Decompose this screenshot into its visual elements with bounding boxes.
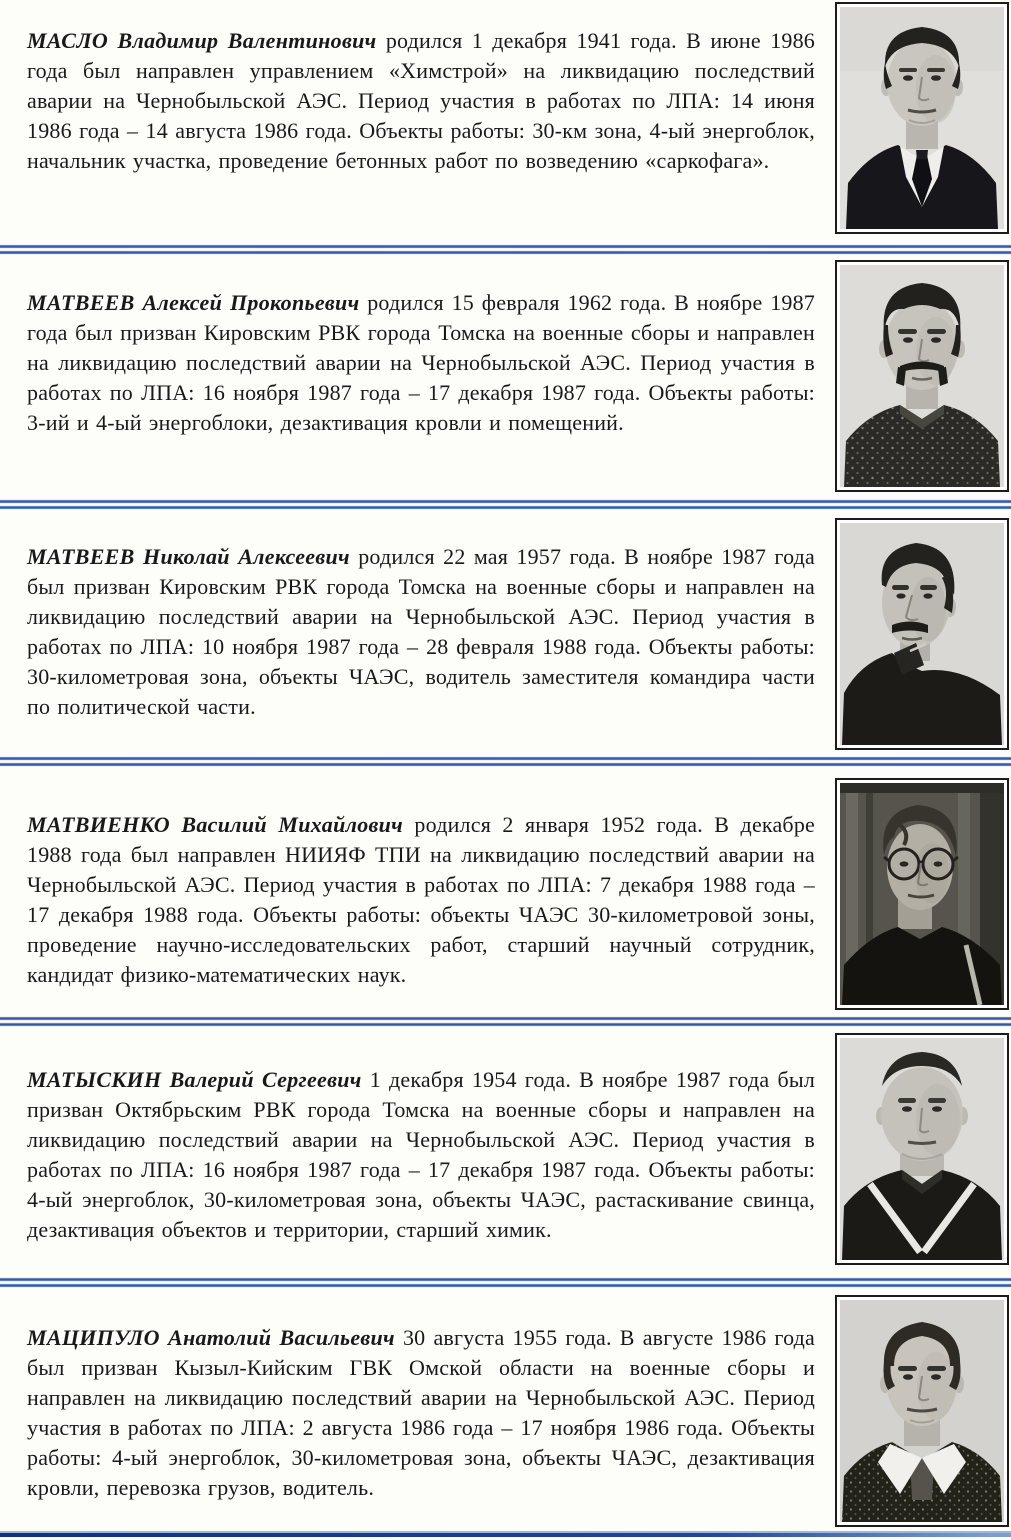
portrait-photo-maslo [835, 2, 1009, 234]
biography-text: 1 декабря 1954 года. В ноябре 1987 года был призван Октябрьским РВК города Томска на военные сборы и направлен на ликвидацию последствий аварии на Чернобыльской АЭС. Период участия в работах по ЛПА: 16 ноября 1987 года – 17 декабря 1987 года. Объекты работы: 4-ый энергоблок, 30-километровая зона, объекты ЧАЭС, растаскивание свинца, дезактивация объектов и территории, старший химик. [27, 1067, 815, 1242]
biography-text: родился 1 декабря 1941 года. В июне 1986 года был направлен управлением «Химстрой» на ликвидацию последствий аварии на Чернобыльской АЭС. Период участия в работах по ЛПА: 14 июня 1986 года – 14 августа 1986 года. Объекты работы: 30-км зона, 4-ый энергоблок, начальник участка, проведение бетонных работ по возведению «саркофага». [27, 28, 815, 173]
entry-matveev-a-paragraph [27, 288, 815, 438]
section-divider [0, 500, 1011, 509]
person-name: МАСЛО Владимир Валентинович [27, 28, 377, 53]
portrait-drawing [840, 783, 1004, 1005]
portrait-drawing [840, 265, 1004, 487]
entry-matveev-n-paragraph [27, 542, 815, 722]
portrait-drawing [840, 1038, 1004, 1260]
portrait-photo-matveev-aleksey [835, 260, 1009, 492]
entry-maslo-paragraph [27, 26, 815, 176]
person-name: МАТВЕЕВ Алексей Прокопьевич [27, 290, 360, 315]
portrait-drawing [840, 7, 1004, 229]
entry-matvienko-paragraph [27, 810, 815, 990]
portrait-photo-matvienko [835, 778, 1009, 1010]
person-name: МАТЫСКИН Валерий Сергеевич [27, 1067, 362, 1092]
biography-text: 30 августа 1955 года. В августе 1986 года был призван Кызыл-Кийским ГВК Омской области на военные сборы и направлен на ликвидацию последствий аварии на Чернобыльской АЭС. Период участия в работах по ЛПА: 2 августа 1986 года – 17 ноября 1986 года. Объекты работы: 4-ый энергоблок, 30-километровая зона, объекты ЧАЭС, дезактивация кровли, перевозка грузов, водитель. [27, 1325, 815, 1500]
section-divider [0, 757, 1011, 766]
portrait-photo-matyskin [835, 1033, 1009, 1265]
entry-matsipulo-paragraph [27, 1323, 815, 1503]
portrait-photo-matveev-nikolay [835, 518, 1009, 750]
portrait-drawing [840, 1300, 1004, 1522]
page-bottom-rule [0, 1531, 1011, 1537]
portrait-photo-matsipulo [835, 1295, 1009, 1527]
person-name: МАТВЕЕВ Николай Алексеевич [27, 544, 350, 569]
portrait-drawing [840, 523, 1004, 745]
biography-text: родился 2 января 1952 года. В декабре 1988 года был направлен НИИЯФ ТПИ на ликвидацию последствий аварии на Чернобыльской АЭС. Период участия в работах по ЛПА: 7 декабря 1988 года – 17 декабря 1988 года. Объекты работы: объекты ЧАЭС 30-километровой зоны, проведение научно-исследовательских работ, старший научный сотрудник, кандидат физико-математических наук. [27, 812, 815, 987]
person-name: МАТВИЕНКО Василий Михайлович [27, 812, 404, 837]
person-name: МАЦИПУЛО Анатолий Васильевич [27, 1325, 395, 1350]
entry-matyskin-paragraph [27, 1065, 815, 1245]
biography-text: родился 15 февраля 1962 года. В ноябре 1987 года был призван Кировским РВК города Томска на военные сборы и направлен на ликвидацию последствий аварии на Чернобыльской АЭС. Период участия в работах по ЛПА: 16 ноября 1987 года – 17 декабря 1987 года. Объекты работы: 3-ий и 4-ый энергоблоки, дезактивация кровли и помещений. [27, 290, 815, 435]
section-divider [0, 245, 1011, 254]
biography-text: родился 22 мая 1957 года. В ноябре 1987 года был призван Кировским РВК города Томска на военные сборы и направлен на ликвидацию последствий аварии на Чернобыльской АЭС. Период участия в работах по ЛПА: 10 ноября 1987 года – 28 февраля 1988 года. Объекты работы: 30-километровая зона, объекты ЧАЭС, водитель заместителя командира части по политической части. [27, 544, 816, 719]
section-divider [0, 1278, 1011, 1287]
section-divider [0, 1017, 1011, 1026]
